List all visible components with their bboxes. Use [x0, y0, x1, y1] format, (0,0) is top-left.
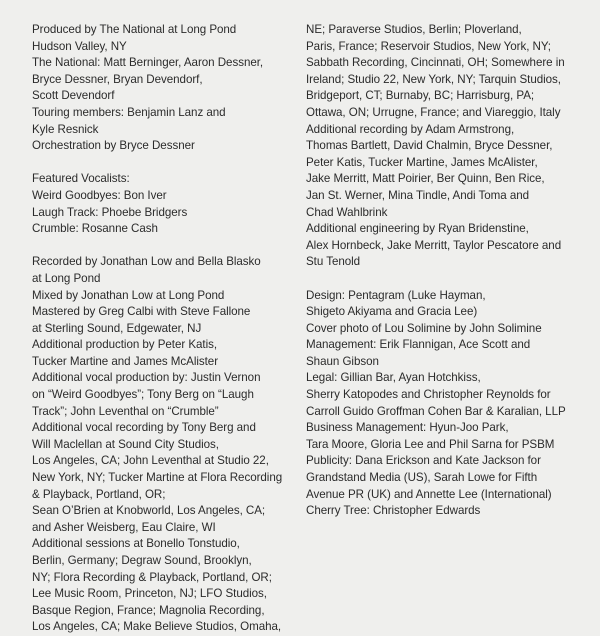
credit-line: Los Angeles, CA; John Leventhal at Studio 22, [32, 454, 269, 468]
credit-line: Grandstand Media (US), Sarah Lowe for Fifth [306, 471, 538, 485]
credit-line: & Playback, Portland, OR; [32, 487, 166, 501]
credit-line: Sean O’Brien at Knobworld, Los Angeles, CA; [32, 504, 266, 518]
credit-line: Stu Tenold [306, 255, 361, 269]
credit-line: Carroll Guido Groffman Cohen Bar & Karalian, LLP [306, 404, 566, 418]
credit-line: Cover photo of Lou Solimine by John Solimine [306, 321, 542, 335]
credit-line: The National: Matt Berninger, Aaron Dessner, [32, 56, 264, 70]
spacer [32, 155, 297, 172]
credit-line: Tucker Martine and James McAlister [32, 354, 219, 368]
credit-line: Recorded by Jonathan Low and Bella Blasko [32, 255, 261, 269]
credit-line: Bridgeport, CT; Burnaby, BC; Harrisburg, PA; [306, 89, 535, 103]
spacer [306, 271, 596, 288]
credit-line: Shaun Gibson [306, 354, 379, 368]
credit-line: Additional vocal production by: Justin Vernon [32, 371, 261, 385]
credits-left-column [32, 22, 297, 636]
credit-line: Additional sessions at Bonello Tonstudio, [32, 537, 240, 551]
credit-line: Will Maclellan at Sound City Studios, [32, 437, 219, 451]
credit-line: Additional recording by Adam Armstrong, [306, 122, 515, 136]
credit-line: Ottawa, ON; Urrugne, France; and Viareggio, Italy [306, 105, 561, 119]
credit-line: Thomas Bartlett, David Chalmin, Bryce Dessner, [306, 139, 553, 153]
credit-line: Track”; John Leventhal on “Crumble” [32, 404, 219, 418]
credit-line: Weird Goodbyes: Bon Iver [32, 188, 167, 202]
credit-line: Jake Merritt, Matt Poirier, Ber Quinn, Ben Rice, [306, 172, 545, 186]
credit-line: Chad Wahlbrink [306, 205, 388, 219]
credits-right-column [306, 22, 596, 520]
credit-line: Design: Pentagram (Luke Hayman, [306, 288, 486, 302]
credit-line: Legal: Gillian Bar, Ayan Hotchkiss, [306, 371, 481, 385]
credit-line: Mixed by Jonathan Low at Long Pond [32, 288, 225, 302]
credit-line: Los Angeles, CA; Make Believe Studios, Omaha, [32, 620, 282, 634]
studio-credits [306, 22, 596, 271]
credit-line: Berlin, Germany; Degraw Sound, Brooklyn, [32, 554, 252, 567]
credit-line: Scott Devendorf [32, 89, 115, 103]
credit-line: Jan St. Werner, Mina Tindle, Andi Toma and [306, 188, 530, 202]
credit-line: Cherry Tree: Christopher Edwards [306, 504, 481, 518]
credit-line: Bryce Dessner, Bryan Devendorf, [32, 72, 203, 86]
credit-line: Peter Katis, Tucker Martine, James McAlister, [306, 155, 538, 169]
credit-line: NY; Flora Recording & Playback, Portland, OR; [32, 570, 272, 584]
credit-line: Orchestration by Bryce Dessner [32, 139, 195, 153]
credit-line: Laugh Track: Phoebe Bridgers [32, 205, 188, 219]
credit-line: Basque Region, France; Magnolia Recording, [32, 603, 265, 617]
spacer [32, 238, 297, 255]
credit-line: Tara Moore, Gloria Lee and Phil Sarna for PSBM [306, 437, 555, 451]
credit-line: New York, NY; Tucker Martine at Flora Recording [32, 471, 283, 485]
credit-line: Hudson Valley, NY [32, 39, 127, 53]
credit-line: Additional engineering by Ryan Bridenstine, [306, 222, 529, 236]
credit-line: Featured Vocalists: [32, 172, 130, 186]
credit-line: Additional vocal recording by Tony Berg and [32, 421, 256, 435]
credit-line: Crumble: Rosanne Cash [32, 222, 158, 236]
credit-line: NE; Paraverse Studios, Berlin; Ploverland, [306, 23, 522, 36]
credit-line: Ireland; Studio 22, New York, NY; Tarquin Studios, [306, 72, 561, 86]
credit-line: on “Weird Goodbyes”; Tony Berg on “Laugh [32, 388, 254, 402]
credit-line: Paris, France; Reservoir Studios, New York, NY; [306, 39, 551, 53]
credit-line: and Asher Weisberg, Eau Claire, WI [32, 520, 216, 534]
credit-line: Sherry Katopodes and Christopher Reynolds for [306, 388, 551, 402]
credit-line: at Long Pond [32, 271, 101, 285]
production-credits [32, 22, 297, 155]
credit-line: Mastered by Greg Calbi with Steve Fallone [32, 305, 251, 319]
credit-line: Management: Erik Flannigan, Ace Scott and [306, 338, 531, 352]
credit-line: at Sterling Sound, Edgewater, NJ [32, 321, 202, 335]
credit-line: Produced by The National at Long Pond [32, 23, 237, 36]
credit-line: Touring members: Benjamin Lanz and [32, 105, 226, 119]
recording-credits [32, 254, 297, 636]
credit-line: Lee Music Room, Princeton, NJ; LFO Studios, [32, 587, 267, 601]
credit-line: Alex Hornbeck, Jake Merritt, Taylor Pescatore and [306, 238, 562, 252]
credit-line: Publicity: Dana Erickson and Kate Jackson for [306, 454, 541, 468]
credit-line: Additional production by Peter Katis, [32, 338, 218, 352]
credit-line: Kyle Resnick [32, 122, 99, 136]
featured-vocalists [32, 171, 297, 237]
credit-line: Business Management: Hyun-Joo Park, [306, 421, 509, 435]
business-credits [306, 288, 596, 520]
credit-line: Sabbath Recording, Cincinnati, OH; Somewhere in [306, 56, 565, 70]
credit-line: Avenue PR (UK) and Annette Lee (International) [306, 487, 552, 501]
credit-line: Shigeto Akiyama and Gracia Lee) [306, 305, 478, 319]
